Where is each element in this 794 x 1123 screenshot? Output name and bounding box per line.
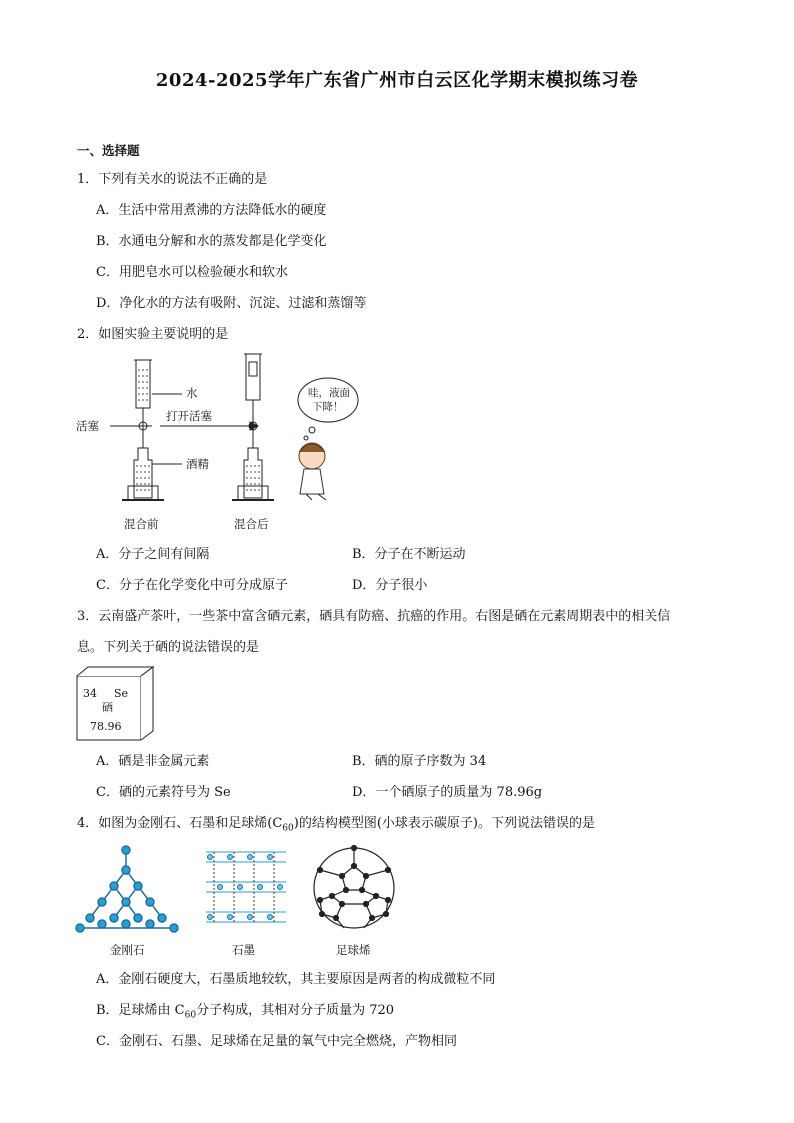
atomic-mass: 78.96 [90, 720, 122, 733]
q4-option-b-sub: 60 [184, 1010, 197, 1021]
label-diamond: 金刚石 [110, 943, 145, 957]
q1-option-a: A．生活中常用煮沸的方法降低水的硬度 [96, 203, 327, 218]
q3-option-d: D．一个硒原子的质量为 78.96g [352, 785, 543, 800]
label-water: 水 [186, 386, 198, 400]
carbon-structures-figure [74, 838, 414, 962]
q1-option-c: C．用肥皂水可以检验硬水和软水 [96, 265, 288, 280]
q4-option-b [96, 999, 394, 1021]
q4-option-b-post: 分子构成，其相对分子质量为 720 [196, 1003, 395, 1018]
q4-stem-post: )的结构模型图(小球表示碳原子)。下列说法错误的是 [293, 816, 595, 831]
q2-option-a: A．分子之间有间隔 [96, 547, 210, 562]
bubble-text-2: 下降！ [312, 401, 344, 413]
label-fullerene: 足球烯 [336, 943, 371, 957]
molecule-gap-experiment-diagram [74, 348, 364, 536]
q4-stem-pre: 4．如图为金刚石、石墨和足球烯(C [77, 816, 283, 831]
element-name: 硒 [102, 701, 113, 714]
page-title: 2024-2025学年广东省广州市白云区化学期末模拟练习卷 [155, 70, 639, 91]
q4-stem [77, 812, 595, 834]
label-open-valve: 打开活塞 [166, 409, 212, 423]
q3-option-b: B．硒的原子序数为 34 [352, 754, 487, 769]
q3-stem-line2: 息。下列关于硒的说法错误的是 [77, 640, 260, 655]
q1-stem: 1．下列有关水的说法不正确的是 [77, 172, 268, 187]
q3-option-a: A．硒是非金属元素 [96, 754, 210, 769]
q2-option-b: B．分子在不断运动 [352, 547, 466, 562]
label-valve: 活塞 [76, 419, 99, 433]
q2-option-d: D．分子很小 [352, 578, 428, 593]
q1-option-b: B．水通电分解和水的蒸发都是化学变化 [96, 234, 327, 249]
q2-stem: 2．如图实验主要说明的是 [77, 327, 229, 342]
graphite-structure [206, 852, 286, 922]
bubble-text-1: 哇，液面 [308, 387, 350, 399]
q4-option-c: C．金刚石、石墨、足球烯在足量的氧气中完全燃烧，产物相同 [96, 1034, 457, 1049]
q3-option-c: C．硒的元素符号为 Se [96, 785, 231, 800]
label-before: 混合前 [124, 517, 159, 531]
q1-option-d: D．净化水的方法有吸附、沉淀、过滤和蒸馏等 [96, 296, 367, 311]
label-graphite: 石墨 [232, 943, 255, 957]
atomic-number: 34 [83, 687, 97, 700]
q4-stem-sub: 60 [282, 823, 294, 834]
q2-figure [74, 348, 364, 536]
q4-option-b-pre: B．足球烯由 C [96, 1003, 185, 1018]
diamond-structure [76, 846, 178, 932]
q4-option-a: A．金刚石硬度大，石墨质地较软，其主要原因是两者的构成微粒不同 [96, 972, 496, 987]
section-heading: 一、选择题 [77, 143, 140, 158]
fullerene-structure [314, 846, 394, 929]
label-alcohol: 酒精 [186, 457, 209, 471]
element-symbol: Se [114, 687, 129, 700]
q2-option-c: C．分子在化学变化中可分成原子 [96, 578, 288, 593]
label-after: 混合后 [234, 517, 269, 531]
q3-stem-line1: 3．云南盛产茶叶，一些茶中富含硒元素，硒具有防癌、抗癌的作用。右图是硒在元素周期表中的相关信 [77, 609, 671, 624]
selenium-element-cell [76, 666, 156, 742]
